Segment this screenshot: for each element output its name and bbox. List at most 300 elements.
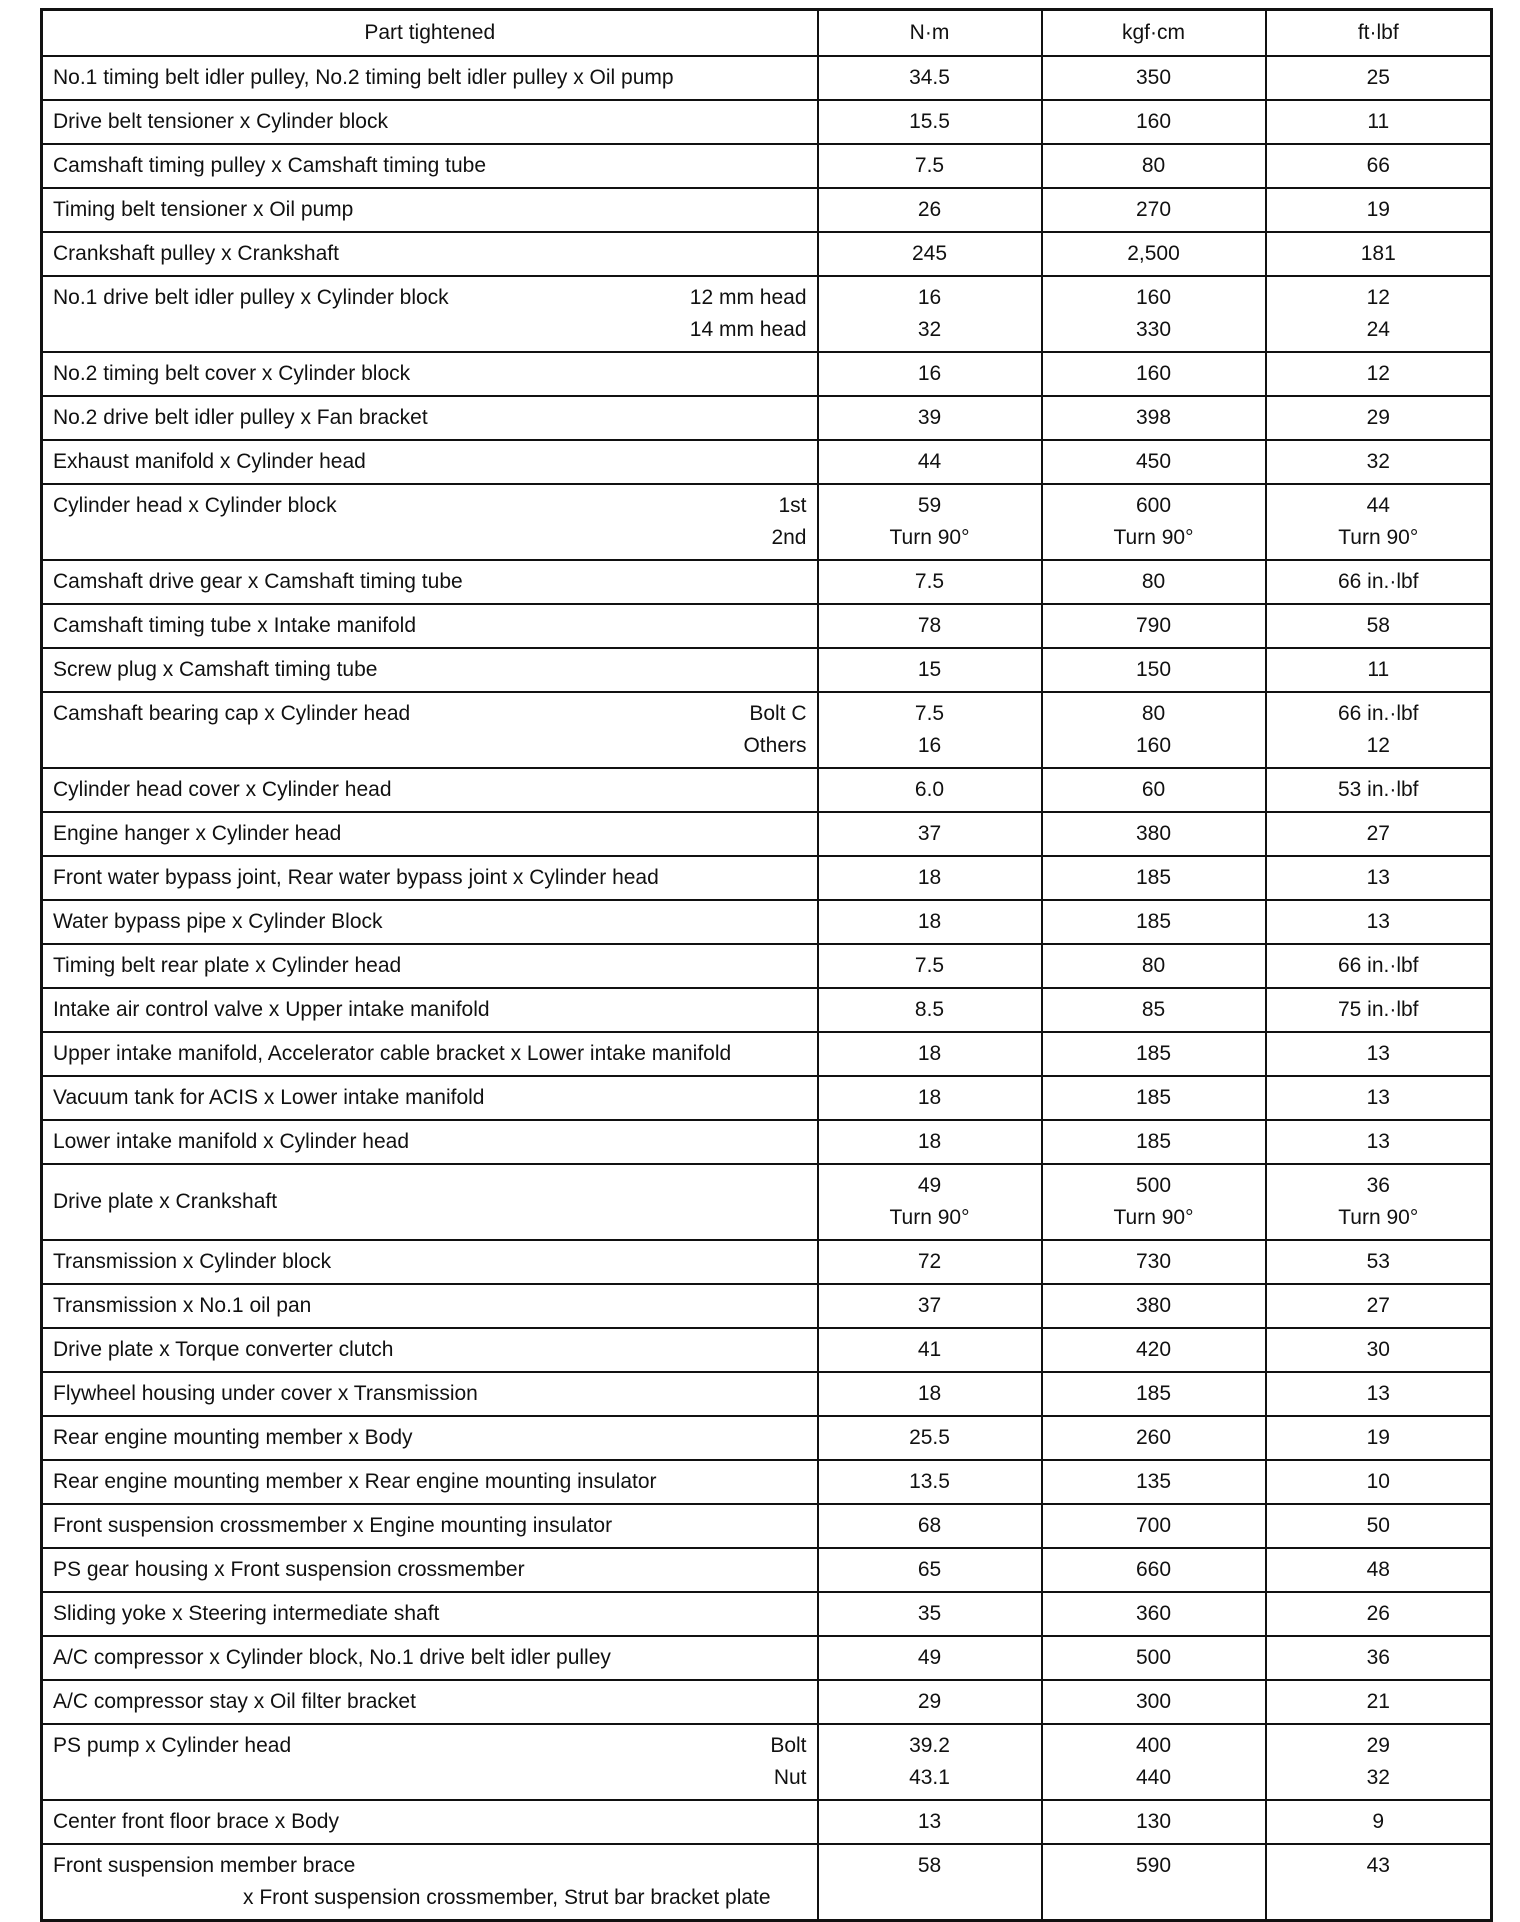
part-line [53, 194, 807, 226]
kgf-cm-value: 360 [1135, 1602, 1172, 1625]
newton-meter-value-cell [818, 856, 1042, 900]
part-line [53, 1126, 807, 1158]
part-tightened-cell [42, 276, 818, 352]
kgf-cm-value: 440 [1135, 1766, 1172, 1789]
kgf-cm-value: Turn 90° [1113, 1206, 1194, 1229]
kgf-cm-value-cell [1042, 276, 1266, 352]
table-row [42, 484, 1492, 560]
newton-meter-value-cell [818, 276, 1042, 352]
ft-lbf-value: 21 [1366, 1690, 1390, 1713]
ft-lbf-value: 75 in.·lbf [1337, 998, 1419, 1021]
newton-meter-value-cell [818, 1636, 1042, 1680]
table-row [42, 1284, 1492, 1328]
kgf-cm-value: 270 [1135, 198, 1172, 221]
newton-meter-value: 25.5 [909, 1426, 950, 1449]
part-line [53, 566, 807, 598]
newton-meter-value-cell [818, 1680, 1042, 1724]
part-name: Center front floor brace x Body [53, 1810, 339, 1833]
ft-lbf-value: 19 [1366, 198, 1390, 221]
ft-lbf-value: 24 [1366, 318, 1390, 341]
newton-meter-value: 78 [917, 614, 942, 637]
ft-lbf-value-cell [1266, 988, 1492, 1032]
kgf-cm-value: 450 [1135, 450, 1172, 473]
newton-meter-value-cell [818, 1592, 1042, 1636]
part-tightened-cell [42, 396, 818, 440]
part-condition: Others [743, 734, 807, 757]
kgf-cm-value-cell [1042, 1328, 1266, 1372]
kgf-cm-value: 160 [1135, 110, 1172, 133]
part-tightened-cell [42, 440, 818, 484]
part-line [53, 698, 807, 730]
newton-meter-value-cell [818, 1284, 1042, 1328]
ft-lbf-value-cell [1266, 1164, 1492, 1240]
ft-lbf-value-cell [1266, 1504, 1492, 1548]
part-line [53, 994, 807, 1026]
newton-meter-value-cell [818, 56, 1042, 100]
part-line [53, 1686, 807, 1718]
kgf-cm-value-cell [1042, 1592, 1266, 1636]
part-tightened-cell [42, 648, 818, 692]
newton-meter-value: 49 [917, 1174, 942, 1197]
kgf-cm-value: 790 [1135, 614, 1172, 637]
kgf-cm-value: 185 [1135, 1382, 1172, 1405]
newton-meter-value-cell [818, 1724, 1042, 1800]
part-line [53, 1038, 807, 1070]
ft-lbf-value-cell [1266, 352, 1492, 396]
part-tightened-cell [42, 900, 818, 944]
kgf-cm-value-cell [1042, 812, 1266, 856]
kgf-cm-value: 400 [1135, 1734, 1172, 1757]
ft-lbf-value-cell [1266, 1680, 1492, 1724]
ft-lbf-value: 66 in.·lbf [1337, 954, 1419, 977]
newton-meter-value-cell [818, 232, 1042, 276]
kgf-cm-value-cell [1042, 856, 1266, 900]
kgf-cm-value: 350 [1135, 66, 1172, 89]
newton-meter-value: 18 [917, 1042, 942, 1065]
kgf-cm-value-cell [1042, 144, 1266, 188]
part-line [53, 1246, 807, 1278]
part-name: Camshaft timing pulley x Camshaft timing tube [53, 154, 487, 177]
part-tightened-cell [42, 1460, 818, 1504]
ft-lbf-value: Turn 90° [1338, 526, 1419, 549]
newton-meter-value: 43.1 [909, 1766, 950, 1789]
header-kgf-cm: kgf·cm [1042, 10, 1266, 57]
part-name: No.2 timing belt cover x Cylinder block [53, 362, 411, 385]
part-condition: Nut [773, 1766, 807, 1789]
kgf-cm-value-cell [1042, 1724, 1266, 1800]
kgf-cm-value: 730 [1135, 1250, 1172, 1273]
newton-meter-value: 7.5 [914, 570, 945, 593]
part-line [53, 950, 807, 982]
part-line [53, 906, 807, 938]
newton-meter-value-cell [818, 1164, 1042, 1240]
ft-lbf-value: 36 [1366, 1646, 1390, 1669]
newton-meter-value-cell [818, 1240, 1042, 1284]
ft-lbf-value: 13 [1366, 1086, 1390, 1109]
part-name: Camshaft timing tube x Intake manifold [53, 614, 417, 637]
part-name: Vacuum tank for ACIS x Lower intake manifold [53, 1086, 485, 1109]
part-name: x Front suspension crossmember, Strut bar bracket plate [243, 1886, 771, 1909]
ft-lbf-value: 66 in.·lbf [1337, 702, 1419, 725]
part-name: No.2 drive belt idler pulley x Fan bracket [53, 406, 428, 429]
part-tightened-cell [42, 144, 818, 188]
ft-lbf-value: 30 [1366, 1338, 1390, 1361]
newton-meter-value: 26 [917, 198, 942, 221]
table-row [42, 352, 1492, 396]
part-tightened-cell [42, 56, 818, 100]
kgf-cm-value-cell [1042, 1680, 1266, 1724]
ft-lbf-value-cell [1266, 1416, 1492, 1460]
ft-lbf-value: 26 [1366, 1602, 1390, 1625]
newton-meter-value-cell [818, 100, 1042, 144]
part-name: Upper intake manifold, Accelerator cable bracket x Lower intake manifold [53, 1042, 732, 1065]
part-line [53, 1186, 807, 1218]
kgf-cm-value-cell [1042, 1120, 1266, 1164]
ft-lbf-value: 53 in.·lbf [1337, 778, 1419, 801]
newton-meter-value: 6.0 [914, 778, 945, 801]
ft-lbf-value-cell [1266, 768, 1492, 812]
part-tightened-cell [42, 1032, 818, 1076]
part-tightened-cell [42, 1284, 818, 1328]
part-name: Camshaft bearing cap x Cylinder head [53, 702, 411, 725]
part-name: Exhaust manifold x Cylinder head [53, 450, 366, 473]
part-line [53, 1806, 807, 1838]
part-condition: 12 mm head [689, 286, 807, 309]
newton-meter-value: 16 [917, 286, 942, 309]
newton-meter-value: 7.5 [914, 702, 945, 725]
ft-lbf-value-cell [1266, 648, 1492, 692]
ft-lbf-value: 25 [1366, 66, 1390, 89]
part-condition: 14 mm head [689, 318, 807, 341]
part-condition: 1st [778, 494, 807, 517]
kgf-cm-value: 80 [1141, 570, 1166, 593]
part-line [53, 862, 807, 894]
ft-lbf-value: 29 [1366, 1734, 1390, 1757]
part-name: Front suspension crossmember x Engine mounting insulator [53, 1514, 613, 1537]
newton-meter-value-cell [818, 988, 1042, 1032]
part-line [53, 150, 807, 182]
part-tightened-cell [42, 1504, 818, 1548]
part-name: Drive belt tensioner x Cylinder block [53, 110, 388, 133]
part-line [53, 1422, 807, 1454]
part-tightened-cell [42, 1416, 818, 1460]
newton-meter-value-cell [818, 144, 1042, 188]
newton-meter-value-cell [818, 604, 1042, 648]
newton-meter-value: 13 [917, 1810, 942, 1833]
ft-lbf-value: 66 in.·lbf [1337, 570, 1419, 593]
part-line [53, 1466, 807, 1498]
part-tightened-cell [42, 1076, 818, 1120]
ft-lbf-value-cell [1266, 856, 1492, 900]
ft-lbf-value: 43 [1366, 1854, 1390, 1877]
kgf-cm-value: 600 [1135, 494, 1172, 517]
kgf-cm-value: 160 [1135, 734, 1172, 757]
part-name: A/C compressor x Cylinder block, No.1 drive belt idler pulley [53, 1646, 611, 1669]
table-row [42, 1164, 1492, 1240]
part-condition: Bolt C [749, 702, 807, 725]
ft-lbf-value: 11 [1367, 658, 1390, 681]
table-row [42, 1032, 1492, 1076]
table-row [42, 560, 1492, 604]
newton-meter-value: 39.2 [909, 1734, 950, 1757]
part-line [53, 62, 807, 94]
ft-lbf-value-cell [1266, 484, 1492, 560]
ft-lbf-value: 53 [1366, 1250, 1390, 1273]
table-row [42, 1076, 1492, 1120]
ft-lbf-value: 32 [1366, 450, 1390, 473]
kgf-cm-value-cell [1042, 692, 1266, 768]
part-name: Transmission x Cylinder block [53, 1250, 332, 1273]
table-row [42, 988, 1492, 1032]
newton-meter-value: 18 [917, 1086, 942, 1109]
header-ft-lbf: ft·lbf [1266, 10, 1492, 57]
ft-lbf-value-cell [1266, 944, 1492, 988]
newton-meter-value-cell [818, 1548, 1042, 1592]
table-header-row [42, 10, 1492, 57]
kgf-cm-value-cell [1042, 1800, 1266, 1844]
table-row [42, 900, 1492, 944]
part-name: PS gear housing x Front suspension crossmember [53, 1558, 525, 1581]
ft-lbf-value-cell [1266, 692, 1492, 768]
part-line [53, 730, 807, 762]
kgf-cm-value-cell [1042, 648, 1266, 692]
ft-lbf-value: 66 [1366, 154, 1390, 177]
kgf-cm-value: 80 [1141, 954, 1166, 977]
kgf-cm-value-cell [1042, 1416, 1266, 1460]
newton-meter-value: 39 [917, 406, 942, 429]
newton-meter-value-cell [818, 1032, 1042, 1076]
part-name: Lower intake manifold x Cylinder head [53, 1130, 410, 1153]
ft-lbf-value: 10 [1366, 1470, 1390, 1493]
header-newton-meter: N·m [818, 10, 1042, 57]
part-line [53, 446, 807, 478]
table-row [42, 100, 1492, 144]
part-name: A/C compressor stay x Oil filter bracket [53, 1690, 416, 1713]
part-tightened-cell [42, 1240, 818, 1284]
ft-lbf-value: 32 [1366, 1766, 1390, 1789]
newton-meter-value: 49 [917, 1646, 942, 1669]
part-tightened-cell [42, 1844, 818, 1921]
table-row [42, 1548, 1492, 1592]
kgf-cm-value-cell [1042, 1372, 1266, 1416]
ft-lbf-value-cell [1266, 56, 1492, 100]
part-line [53, 1762, 807, 1794]
header-part-tightened: Part tightened [42, 10, 818, 57]
newton-meter-value-cell [818, 484, 1042, 560]
table-row [42, 1592, 1492, 1636]
ft-lbf-value-cell [1266, 1844, 1492, 1921]
table-row [42, 856, 1492, 900]
part-name: Front suspension member brace [53, 1854, 356, 1877]
part-name: Engine hanger x Cylinder head [53, 822, 342, 845]
part-tightened-cell [42, 1372, 818, 1416]
kgf-cm-value: 260 [1135, 1426, 1172, 1449]
part-name: Timing belt rear plate x Cylinder head [53, 954, 402, 977]
part-line [53, 1642, 807, 1674]
kgf-cm-value: 130 [1135, 1810, 1172, 1833]
ft-lbf-value: 9 [1372, 1810, 1385, 1833]
ft-lbf-value: 13 [1366, 1382, 1390, 1405]
newton-meter-value: 32 [917, 318, 942, 341]
ft-lbf-value-cell [1266, 560, 1492, 604]
newton-meter-value-cell [818, 1372, 1042, 1416]
part-line [53, 358, 807, 390]
ft-lbf-value-cell [1266, 1076, 1492, 1120]
part-tightened-cell [42, 1164, 818, 1240]
part-name: Cylinder head cover x Cylinder head [53, 778, 392, 801]
kgf-cm-value: 398 [1135, 406, 1172, 429]
newton-meter-value: 41 [917, 1338, 942, 1361]
newton-meter-value: 245 [911, 242, 948, 265]
part-line [53, 238, 807, 270]
table-row [42, 232, 1492, 276]
table-row [42, 1724, 1492, 1800]
newton-meter-value: 18 [917, 866, 942, 889]
table-row [42, 1844, 1492, 1921]
part-line [53, 774, 807, 806]
kgf-cm-value: 160 [1135, 286, 1172, 309]
newton-meter-value-cell [818, 944, 1042, 988]
table-row [42, 188, 1492, 232]
part-line [53, 522, 807, 554]
newton-meter-value: 34.5 [909, 66, 950, 89]
kgf-cm-value: 660 [1135, 1558, 1172, 1581]
table-row [42, 144, 1492, 188]
kgf-cm-value-cell [1042, 232, 1266, 276]
part-line [53, 1850, 807, 1882]
part-tightened-cell [42, 944, 818, 988]
table-row [42, 1328, 1492, 1372]
newton-meter-value-cell [818, 1120, 1042, 1164]
part-line [53, 106, 807, 138]
part-name: Water bypass pipe x Cylinder Block [53, 910, 383, 933]
part-line [53, 402, 807, 434]
newton-meter-value: 29 [917, 1690, 942, 1713]
part-line [53, 818, 807, 850]
part-tightened-cell [42, 768, 818, 812]
kgf-cm-value: 2,500 [1127, 242, 1180, 265]
kgf-cm-value: 330 [1135, 318, 1172, 341]
newton-meter-value-cell [818, 1460, 1042, 1504]
part-tightened-cell [42, 1328, 818, 1372]
kgf-cm-value-cell [1042, 1240, 1266, 1284]
newton-meter-value-cell [818, 1416, 1042, 1460]
kgf-cm-value: 80 [1141, 154, 1166, 177]
newton-meter-value: 72 [917, 1250, 942, 1273]
kgf-cm-value: 185 [1135, 1086, 1172, 1109]
part-tightened-cell [42, 188, 818, 232]
table-row [42, 812, 1492, 856]
part-tightened-cell [42, 1592, 818, 1636]
ft-lbf-value: 58 [1366, 614, 1390, 637]
kgf-cm-value-cell [1042, 560, 1266, 604]
newton-meter-value-cell [818, 560, 1042, 604]
ft-lbf-value: 29 [1366, 406, 1390, 429]
kgf-cm-value: 160 [1135, 362, 1172, 385]
table-row [42, 1372, 1492, 1416]
newton-meter-value-cell [818, 1504, 1042, 1548]
part-tightened-cell [42, 856, 818, 900]
newton-meter-value-cell [818, 1800, 1042, 1844]
ft-lbf-value: 12 [1366, 734, 1390, 757]
kgf-cm-value: 590 [1135, 1854, 1172, 1877]
ft-lbf-value-cell [1266, 1372, 1492, 1416]
part-tightened-cell [42, 100, 818, 144]
kgf-cm-value: 185 [1135, 1130, 1172, 1153]
newton-meter-value: 18 [917, 1130, 942, 1153]
newton-meter-value: 65 [917, 1558, 942, 1581]
newton-meter-value-cell [818, 1844, 1042, 1921]
part-name: Front water bypass joint, Rear water bypass joint x Cylinder head [53, 866, 659, 889]
ft-lbf-value-cell [1266, 1240, 1492, 1284]
ft-lbf-value: 13 [1366, 866, 1390, 889]
torque-specification-table [40, 8, 1493, 1922]
part-line [53, 1290, 807, 1322]
ft-lbf-value: 12 [1366, 286, 1390, 309]
part-name: Flywheel housing under cover x Transmission [53, 1382, 478, 1405]
table-row [42, 56, 1492, 100]
kgf-cm-value-cell [1042, 988, 1266, 1032]
part-line [53, 282, 807, 314]
newton-meter-value: 16 [917, 734, 942, 757]
kgf-cm-value-cell [1042, 1460, 1266, 1504]
table-row [42, 1460, 1492, 1504]
part-line [53, 314, 807, 346]
newton-meter-value: 37 [917, 822, 942, 845]
kgf-cm-value-cell [1042, 1504, 1266, 1548]
part-name: Crankshaft pulley x Crankshaft [53, 242, 339, 265]
part-name: Timing belt tensioner x Oil pump [53, 198, 354, 221]
part-line [53, 1554, 807, 1586]
ft-lbf-value-cell [1266, 1592, 1492, 1636]
table-row [42, 1504, 1492, 1548]
part-name: Cylinder head x Cylinder block [53, 494, 337, 517]
part-line [53, 1334, 807, 1366]
newton-meter-value: 59 [917, 494, 942, 517]
ft-lbf-value: 181 [1360, 242, 1396, 265]
ft-lbf-value-cell [1266, 1284, 1492, 1328]
part-name: No.1 timing belt idler pulley, No.2 timing belt idler pulley x Oil pump [53, 66, 674, 89]
kgf-cm-value: 300 [1135, 1690, 1172, 1713]
part-tightened-cell [42, 988, 818, 1032]
kgf-cm-value-cell [1042, 352, 1266, 396]
part-line [53, 1598, 807, 1630]
part-tightened-cell [42, 560, 818, 604]
table-row [42, 1416, 1492, 1460]
part-tightened-cell [42, 1120, 818, 1164]
kgf-cm-value-cell [1042, 1164, 1266, 1240]
ft-lbf-value-cell [1266, 188, 1492, 232]
part-tightened-cell [42, 1680, 818, 1724]
kgf-cm-value-cell [1042, 56, 1266, 100]
ft-lbf-value-cell [1266, 1636, 1492, 1680]
part-tightened-cell [42, 692, 818, 768]
kgf-cm-value-cell [1042, 1844, 1266, 1921]
newton-meter-value-cell [818, 396, 1042, 440]
newton-meter-value-cell [818, 648, 1042, 692]
table-row [42, 692, 1492, 768]
part-line [53, 610, 807, 642]
kgf-cm-value-cell [1042, 1076, 1266, 1120]
ft-lbf-value-cell [1266, 1548, 1492, 1592]
part-tightened-cell [42, 1548, 818, 1592]
ft-lbf-value-cell [1266, 276, 1492, 352]
ft-lbf-value-cell [1266, 1460, 1492, 1504]
newton-meter-value-cell [818, 812, 1042, 856]
part-name: PS pump x Cylinder head [53, 1734, 292, 1757]
part-tightened-cell [42, 232, 818, 276]
ft-lbf-value-cell [1266, 1328, 1492, 1372]
